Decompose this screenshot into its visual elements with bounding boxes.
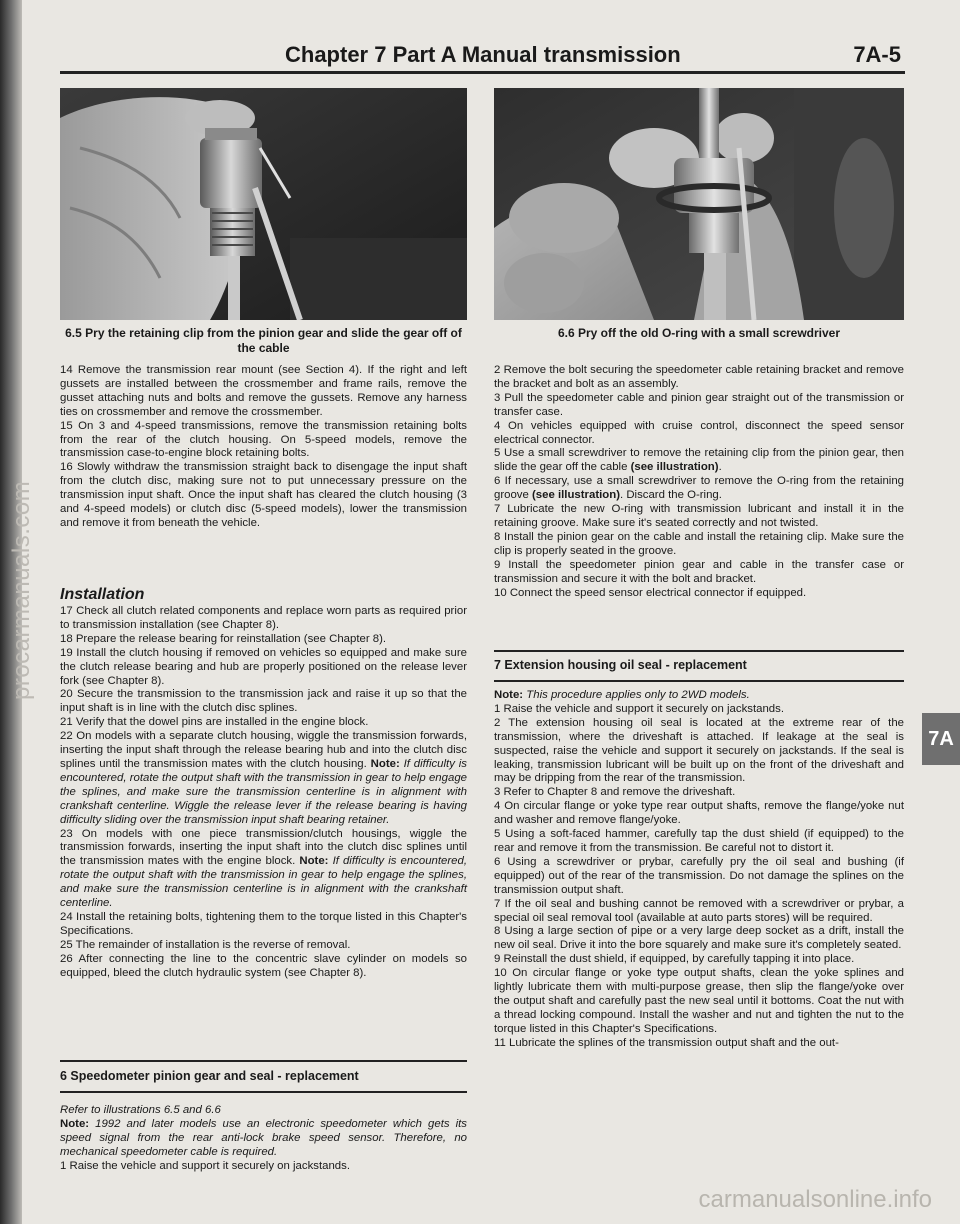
step-18: 18 Prepare the release bearing for reinstallation (see Chapter 8). xyxy=(60,632,387,645)
bottom-watermark: carmanualsonline.info xyxy=(698,1186,932,1213)
s7-step-11: 11 Lubricate the splines of the transmission output shaft and the out- xyxy=(494,1036,839,1049)
s6-step-4: 4 On vehicles equipped with cruise control, disconnect the speed sensor electrical connector. xyxy=(494,419,904,446)
step-16: 16 Slowly withdraw the transmission straight back to disengage the input shaft from the clutch disc, making sure not to put unnecessary pressure on the transmission input shaft. Once the input shaft has cleared the clutch housing (3 and 4-speed models) or clutch disc (5-speed models), lower the transmission and remove it from beneath the vehicle. xyxy=(60,461,467,529)
section-6-intro xyxy=(60,1104,467,1174)
left-column-installation xyxy=(60,605,467,980)
step-22 xyxy=(60,730,467,827)
section-6-note: 1992 and later models use an electronic speedometer which gets its speed signal from the rear anti-lock brake speed sensor. Therefore, no mechanical speedometer cable is required. xyxy=(60,1117,467,1158)
page-number: 7A-5 xyxy=(853,42,901,67)
s6-step-5: 5 Use a small screwdriver to remove the retaining clip from the pinion gear, then slide the gear off the cable (see illustration). xyxy=(494,447,904,474)
right-column-section-7 xyxy=(494,689,904,1051)
section-6-title: 6 Speedometer pinion gear and seal - replacement xyxy=(60,1069,359,1083)
s7-step-9: 9 Reinstall the dust shield, if equipped, by carefully tapping it into place. xyxy=(494,953,855,966)
right-column-section-6 xyxy=(494,364,904,600)
step-25: 25 The remainder of installation is the reverse of removal. xyxy=(60,938,351,951)
s7-step-1: 1 Raise the vehicle and support it securely on jackstands. xyxy=(494,702,784,715)
s7-step-2: 2 The extension housing oil seal is located at the extreme rear of the transmission, where the driveshaft is attached. If leakage at the seal is suspected, raise the vehicle and support it securely on jackstands. If the seal is leaking, transmission lubricant will be built up on the front of the driveshaft and may be dripping from the rear of the transmission. xyxy=(494,716,904,785)
side-watermark: procarmanuals.com xyxy=(8,480,35,700)
step-15: 15 On 3 and 4-speed transmissions, remove the transmission retaining bolts from the rear of the clutch housing. On 5-speed models, remove the transmission case-to-engine block retaining bolts. xyxy=(60,419,467,460)
s6-step-8: 8 Install the pinion gear on the cable and install the retaining clip. Make sure the clip is properly seated in the groove. xyxy=(494,530,904,557)
step-22-note-label: Note: xyxy=(370,757,400,770)
s7-step-5: 5 Using a soft-faced hammer, carefully tap the dust shield (if equipped) to the rear and remove it from the transmission. Be careful not to distort it. xyxy=(494,828,904,854)
s7-step-4: 4 On circular flange or yoke type rear output shafts, remove the flange/yoke nut and washer and remove flange/yoke. xyxy=(494,800,904,827)
section-7-note-label: Note: xyxy=(494,689,524,701)
s6-step-6-text: 6 If necessary, use a small screwdriver to remove the O-ring from the retaining groove xyxy=(494,475,904,502)
photo-6-5-illustration xyxy=(60,88,467,320)
section-7-rule-bottom xyxy=(494,680,904,682)
s7-step-10: 10 On circular flange or yoke type output shafts, clean the yoke splines and lightly lubricate them with multi-purpose grease, then slip the flange/yoke over the output shaft and carefully past the new seal until it bottoms. Coat the nut with a thread locking compound. Install the washer and nut and tighten the nut to the torque listed in this Chapter's Specifications. xyxy=(494,967,904,1035)
section-6-note-label: Note: xyxy=(60,1117,90,1130)
section-6-refer: Refer to illustrations 6.5 and 6.6 xyxy=(60,1104,221,1116)
s7-step-6: 6 Using a screwdriver or prybar, carefully pry the oil seal and bushing (if equipped) out of the rear of the transmission. Do not damage the splines on the transmission output shaft. xyxy=(494,855,904,896)
photo-6-6-illustration xyxy=(494,88,904,320)
left-column-removal xyxy=(60,364,467,531)
step-23 xyxy=(60,828,467,911)
photo-pinion-gear-clip xyxy=(60,88,467,320)
s6-step-2: 2 Remove the bolt securing the speedometer cable retaining bracket and remove the bracket and bolt as an assembly. xyxy=(494,364,904,390)
step-17: 17 Check all clutch related components and replace worn parts as required prior to transmission installation (see Chapter 8). xyxy=(60,605,467,631)
s6-step-9: 9 Install the speedometer pinion gear and cable in the transfer case or transmission and secure it with the bolt and bracket. xyxy=(494,558,904,585)
step-23-note: If difficulty is encountered, rotate the output shaft with the transmission in gear to help engage the splines, and make sure the transmission centerline is in alignment with the crankshaft centerline. xyxy=(60,855,467,910)
section-6-rule-bottom xyxy=(60,1091,467,1093)
s6-step-5-ref: (see illustration) xyxy=(630,461,719,474)
s7-step-3: 3 Refer to Chapter 8 and remove the driveshaft. xyxy=(494,786,736,799)
step-22-note: If difficulty is encountered, rotate the output shaft with the transmission in gear to help engage the splines, and make sure the transmission centerline is in alignment with crankshaft centerline. Wiggle the release lever if the release bearing is having difficulty sliding over the transmission input shaft bearing retainer. xyxy=(60,757,467,826)
s6-step-3: 3 Pull the speedometer cable and pinion gear straight out of the transmission or transfer case. xyxy=(494,391,904,418)
step-14: 14 Remove the transmission rear mount (see Section 4). If the right and left gussets are installed between the crossmember and frame rails, remove the gusset attaching nuts and bolts and remove the gussets. Remove any harness ties on crossmember and remove the crossmember. xyxy=(60,364,467,418)
s6-step-6-tail: . Discard the O-ring. xyxy=(620,489,722,502)
s7-step-8: 8 Using a large section of pipe or a very large deep socket as a drift, install the new oil seal. Drive it into the bore squarely and make sure it's completely seated. xyxy=(494,925,904,952)
step-26: 26 After connecting the line to the concentric slave cylinder on models so equipped, bleed the clutch hydraulic system (see Chapter 8). xyxy=(60,952,467,979)
chapter-tab: 7A xyxy=(922,713,960,765)
s6-step-7: 7 Lubricate the new O-ring with transmission lubricant and install it in the retaining groove. Make sure it's seated correctly and not twisted. xyxy=(494,503,904,529)
section-6-rule-top xyxy=(60,1060,467,1062)
step-20: 20 Secure the transmission to the transmission jack and raise it up so that the input shaft is in line with the clutch disc splines. xyxy=(60,688,467,715)
s6-step-6 xyxy=(494,475,904,503)
section-7-note: This procedure applies only to 2WD models. xyxy=(526,689,750,701)
step-19: 19 Install the clutch housing if removed on vehicles so equipped and make sure the clutch release bearing and hub are properly positioned on the release lever fork (see Chapter 8). xyxy=(60,646,467,687)
section-7-title: 7 Extension housing oil seal - replacement xyxy=(494,658,747,672)
s6-step-5-text: 5 Use a small screwdriver to remove the retaining clip from the pinion gear, then slide the gear off the cable xyxy=(494,447,904,474)
chapter-title: Chapter 7 Part A Manual transmission xyxy=(285,42,681,67)
photo-caption-6-5: 6.5 Pry the retaining clip from the pinion gear and slide the gear off of the cable xyxy=(65,326,462,355)
photo-o-ring-removal xyxy=(494,88,904,320)
step-22-text: 22 On models with a separate clutch housing, wiggle the transmission forwards, inserting the input shaft through the release bearing hub and into the clutch disc splines until the transmission mates with the clutch housing. xyxy=(60,730,467,770)
s7-step-7: 7 If the oil seal and bushing cannot be removed with a screwdriver or prybar, a special oil seal removal tool (available at auto parts stores) will be required. xyxy=(494,897,904,924)
installation-heading: Installation xyxy=(60,586,145,603)
section-6-step-1: 1 Raise the vehicle and support it securely on jackstands. xyxy=(60,1159,350,1172)
header-rule xyxy=(60,71,905,74)
step-21: 21 Verify that the dowel pins are installed in the engine block. xyxy=(60,716,369,729)
step-24: 24 Install the retaining bolts, tightening them to the torque listed in this Chapter's Specifications. xyxy=(60,910,467,937)
photo-caption-6-6: 6.6 Pry off the old O-ring with a small screwdriver xyxy=(557,326,841,340)
section-7-rule-top xyxy=(494,650,904,652)
s6-step-6-ref: (see illustration) xyxy=(532,489,620,502)
step-23-note-label: Note: xyxy=(299,855,329,868)
step-23-text: 23 On models with one piece transmission/clutch housings, wiggle the transmission forwards, inserting the input shaft into the clutch disc splines until the transmission mates with the engine block. xyxy=(60,827,467,868)
page-header xyxy=(60,40,905,70)
s6-step-10: 10 Connect the speed sensor electrical connector if equipped. xyxy=(494,586,807,599)
